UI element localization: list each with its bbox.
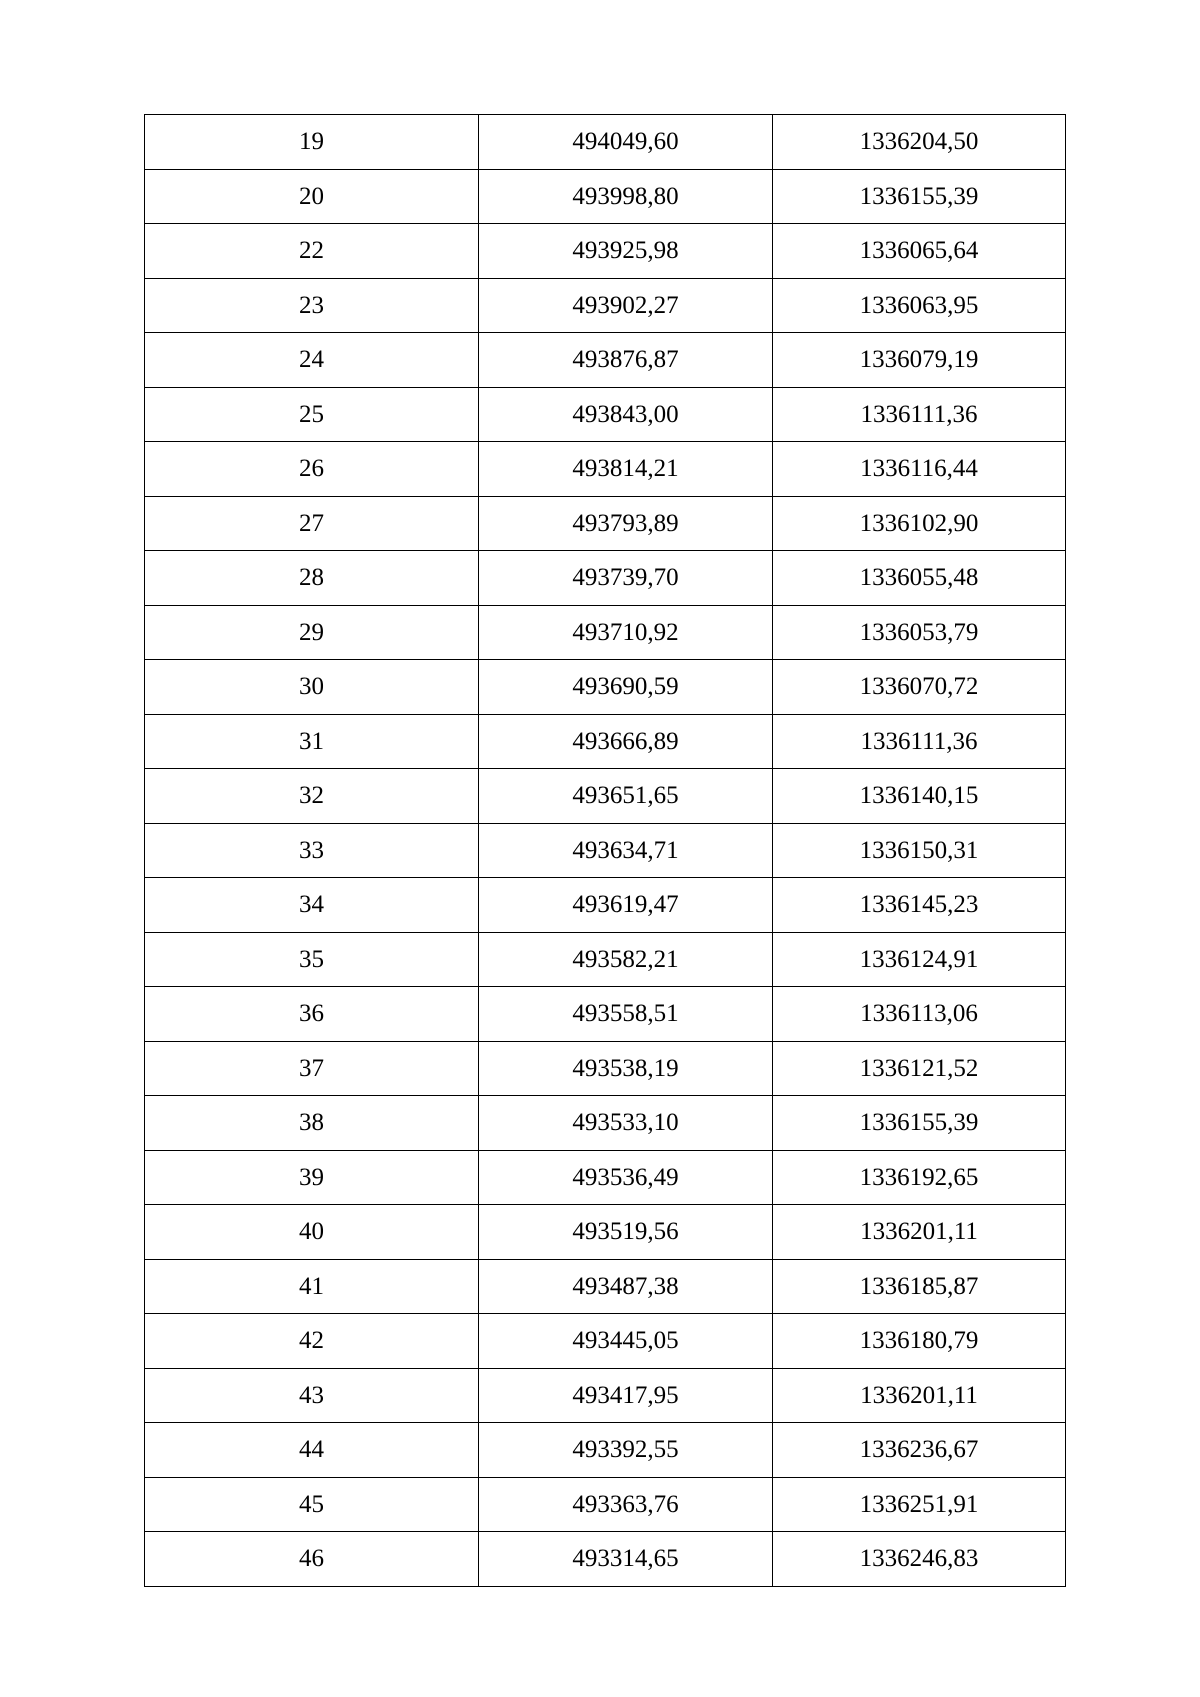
table-row <box>145 169 1066 224</box>
point-number-cell: 20 <box>145 169 479 224</box>
y-coordinate-cell: 1336155,39 <box>773 1096 1066 1151</box>
point-number-cell: 29 <box>145 605 479 660</box>
y-coordinate-cell: 1336204,50 <box>773 115 1066 170</box>
point-number-cell: 36 <box>145 987 479 1042</box>
table-row <box>145 1423 1066 1478</box>
point-number-cell: 24 <box>145 333 479 388</box>
x-coordinate-cell: 493487,38 <box>479 1259 773 1314</box>
table-row <box>145 1205 1066 1260</box>
x-coordinate-cell: 493558,51 <box>479 987 773 1042</box>
table-row <box>145 387 1066 442</box>
coordinates-table <box>144 114 1066 1587</box>
x-coordinate-cell: 494049,60 <box>479 115 773 170</box>
point-number-cell: 23 <box>145 278 479 333</box>
point-number-cell: 38 <box>145 1096 479 1151</box>
y-coordinate-cell: 1336185,87 <box>773 1259 1066 1314</box>
y-coordinate-cell: 1336236,67 <box>773 1423 1066 1478</box>
table-row <box>145 769 1066 824</box>
x-coordinate-cell: 493710,92 <box>479 605 773 660</box>
table-row <box>145 333 1066 388</box>
x-coordinate-cell: 493619,47 <box>479 878 773 933</box>
x-coordinate-cell: 493998,80 <box>479 169 773 224</box>
x-coordinate-cell: 493363,76 <box>479 1477 773 1532</box>
point-number-cell: 45 <box>145 1477 479 1532</box>
x-coordinate-cell: 493739,70 <box>479 551 773 606</box>
y-coordinate-cell: 1336150,31 <box>773 823 1066 878</box>
x-coordinate-cell: 493445,05 <box>479 1314 773 1369</box>
point-number-cell: 30 <box>145 660 479 715</box>
table-row <box>145 878 1066 933</box>
point-number-cell: 43 <box>145 1368 479 1423</box>
y-coordinate-cell: 1336155,39 <box>773 169 1066 224</box>
y-coordinate-cell: 1336180,79 <box>773 1314 1066 1369</box>
y-coordinate-cell: 1336124,91 <box>773 932 1066 987</box>
table-row <box>145 551 1066 606</box>
table-row <box>145 1150 1066 1205</box>
x-coordinate-cell: 493793,89 <box>479 496 773 551</box>
table-row <box>145 1477 1066 1532</box>
x-coordinate-cell: 493533,10 <box>479 1096 773 1151</box>
table-row <box>145 987 1066 1042</box>
x-coordinate-cell: 493690,59 <box>479 660 773 715</box>
point-number-cell: 19 <box>145 115 479 170</box>
table-row <box>145 1368 1066 1423</box>
x-coordinate-cell: 493519,56 <box>479 1205 773 1260</box>
point-number-cell: 25 <box>145 387 479 442</box>
x-coordinate-cell: 493538,19 <box>479 1041 773 1096</box>
point-number-cell: 44 <box>145 1423 479 1478</box>
y-coordinate-cell: 1336070,72 <box>773 660 1066 715</box>
x-coordinate-cell: 493536,49 <box>479 1150 773 1205</box>
point-number-cell: 39 <box>145 1150 479 1205</box>
y-coordinate-cell: 1336065,64 <box>773 224 1066 279</box>
y-coordinate-cell: 1336201,11 <box>773 1205 1066 1260</box>
y-coordinate-cell: 1336113,06 <box>773 987 1066 1042</box>
y-coordinate-cell: 1336251,91 <box>773 1477 1066 1532</box>
x-coordinate-cell: 493925,98 <box>479 224 773 279</box>
table-row <box>145 1096 1066 1151</box>
table-row <box>145 115 1066 170</box>
y-coordinate-cell: 1336140,15 <box>773 769 1066 824</box>
y-coordinate-cell: 1336192,65 <box>773 1150 1066 1205</box>
table-row <box>145 1041 1066 1096</box>
y-coordinate-cell: 1336053,79 <box>773 605 1066 660</box>
point-number-cell: 33 <box>145 823 479 878</box>
table-row <box>145 932 1066 987</box>
table-row <box>145 496 1066 551</box>
y-coordinate-cell: 1336201,11 <box>773 1368 1066 1423</box>
point-number-cell: 32 <box>145 769 479 824</box>
y-coordinate-cell: 1336102,90 <box>773 496 1066 551</box>
x-coordinate-cell: 493902,27 <box>479 278 773 333</box>
table-row <box>145 1532 1066 1587</box>
point-number-cell: 22 <box>145 224 479 279</box>
y-coordinate-cell: 1336116,44 <box>773 442 1066 497</box>
point-number-cell: 34 <box>145 878 479 933</box>
point-number-cell: 46 <box>145 1532 479 1587</box>
point-number-cell: 35 <box>145 932 479 987</box>
y-coordinate-cell: 1336079,19 <box>773 333 1066 388</box>
point-number-cell: 42 <box>145 1314 479 1369</box>
x-coordinate-cell: 493651,65 <box>479 769 773 824</box>
point-number-cell: 37 <box>145 1041 479 1096</box>
x-coordinate-cell: 493876,87 <box>479 333 773 388</box>
point-number-cell: 27 <box>145 496 479 551</box>
x-coordinate-cell: 493843,00 <box>479 387 773 442</box>
x-coordinate-cell: 493814,21 <box>479 442 773 497</box>
table-row <box>145 224 1066 279</box>
point-number-cell: 41 <box>145 1259 479 1314</box>
point-number-cell: 28 <box>145 551 479 606</box>
x-coordinate-cell: 493582,21 <box>479 932 773 987</box>
y-coordinate-cell: 1336111,36 <box>773 714 1066 769</box>
table-row <box>145 823 1066 878</box>
y-coordinate-cell: 1336246,83 <box>773 1532 1066 1587</box>
x-coordinate-cell: 493314,65 <box>479 1532 773 1587</box>
point-number-cell: 26 <box>145 442 479 497</box>
y-coordinate-cell: 1336145,23 <box>773 878 1066 933</box>
x-coordinate-cell: 493634,71 <box>479 823 773 878</box>
point-number-cell: 31 <box>145 714 479 769</box>
x-coordinate-cell: 493417,95 <box>479 1368 773 1423</box>
y-coordinate-cell: 1336121,52 <box>773 1041 1066 1096</box>
y-coordinate-cell: 1336063,95 <box>773 278 1066 333</box>
table-row <box>145 714 1066 769</box>
x-coordinate-cell: 493392,55 <box>479 1423 773 1478</box>
y-coordinate-cell: 1336111,36 <box>773 387 1066 442</box>
point-number-cell: 40 <box>145 1205 479 1260</box>
coordinates-table-body <box>145 115 1066 1587</box>
table-row <box>145 1314 1066 1369</box>
table-row <box>145 1259 1066 1314</box>
table-row <box>145 278 1066 333</box>
table-row <box>145 660 1066 715</box>
table-row <box>145 605 1066 660</box>
x-coordinate-cell: 493666,89 <box>479 714 773 769</box>
table-row <box>145 442 1066 497</box>
y-coordinate-cell: 1336055,48 <box>773 551 1066 606</box>
